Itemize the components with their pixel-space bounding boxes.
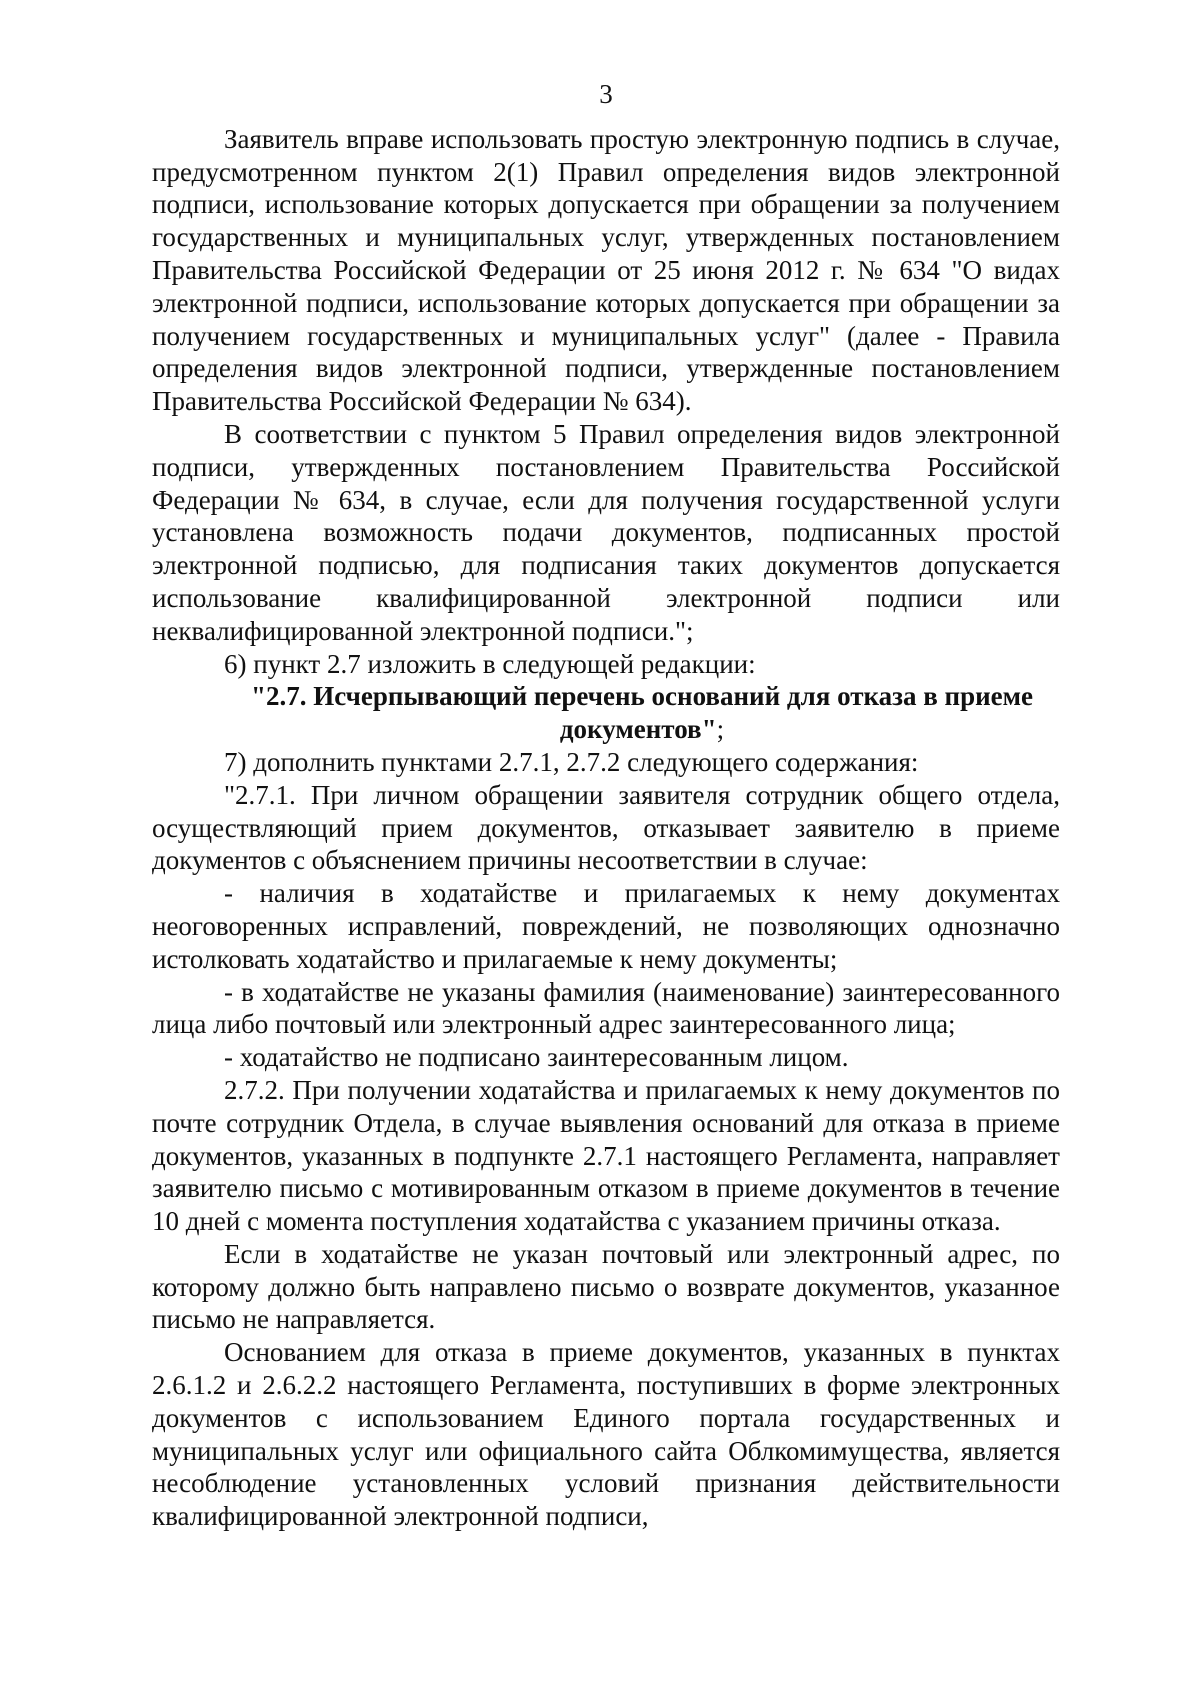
list-item-missing-name: - в ходатайстве не указаны фамилия (наименование) заинтересованного лица либо почтовый или электронный адрес заинтересованного лица; xyxy=(152,976,1060,1040)
paragraph-item-7: 7) дополнить пунктами 2.7.1, 2.7.2 следующего содержания: xyxy=(224,746,919,777)
page-number: 3 xyxy=(599,79,613,109)
list-item-not-signed: - ходатайство не подписано заинтересованным лицом. xyxy=(224,1042,849,1073)
section-heading-text: "2.7. Исчерпывающий перечень оснований для отказа в приеме документов" xyxy=(250,681,1034,745)
paragraph-simple-signature: Заявитель вправе использовать простую электронную подпись в случае, предусмотренном пунктом 2(1) Правил определения видов электронной подписи, использование которых допускается при обращении за получением государственных и муниципальных услуг, утвержденных постановлением Правительства Российской Федерации от 25 июня 2012 г. № 634 "О видах электронной подписи, использование которых допускается при обращении за получением государственных и муниципальных услуг" (далее - Правила определения видов электронной подписи, утвержденные постановлением Правительства Российской Федерации № 634). xyxy=(152,123,1060,417)
section-heading-2-7 xyxy=(152,680,1060,746)
paragraph-qualified-signature: В соответствии с пунктом 5 Правил определения видов электронной подписи, утвержденных постановлением Правительства Российской Федерации № 634, в случае, если для получения государственной услуги установлена возможность подачи документов, подписанных простой электронной подписью, для подписания таких документов допускается использование квалифицированной электронной подписи или неквалифицированной электронной подписи."; xyxy=(152,418,1060,646)
list-item-corrections: - наличия в ходатайстве и прилагаемых к нему документах неоговоренных исправлений, повреждений, не позволяющих однозначно истолковать ходатайство и прилагаемые к нему документы; xyxy=(152,878,1060,974)
paragraph-2-7-2: 2.7.2. При получении ходатайства и прилагаемых к нему документов по почте сотрудник Отдела, в случае выявления оснований для отказа в приеме документов, указанных в подпункте 2.7.1 настоящего Регламента, направляет заявителю письмо с мотивированным отказом в приеме документов в течение 10 дней с момента поступления ходатайства с указанием причины отказа. xyxy=(152,1074,1060,1237)
paragraph-2-7-1: "2.7.1. При личном обращении заявителя сотрудник общего отдела, осуществляющий прием документов, отказывает заявителю в приеме документов с объяснением причины несоответствии в случае: xyxy=(152,779,1060,876)
section-heading-tail: ; xyxy=(716,714,725,745)
paragraph-no-address: Если в ходатайстве не указан почтовый или электронный адрес, по которому должно быть направлено письмо о возврате документов, указанное письмо не направляется. xyxy=(152,1238,1060,1335)
paragraph-item-6: 6) пункт 2.7 изложить в следующей редакции: xyxy=(224,648,756,679)
paragraph-grounds-electronic: Основанием для отказа в приеме документов, указанных в пунктах 2.6.1.2 и 2.6.2.2 настоящего Регламента, поступивших в форме электронных документов с использованием Единого портала государственных и муниципальных услуг или официального сайта Облкомимущества, является несоблюдение установленных условий признания действительности квалифицированной электронной подписи, xyxy=(152,1337,1060,1532)
document-page xyxy=(152,78,1060,1533)
